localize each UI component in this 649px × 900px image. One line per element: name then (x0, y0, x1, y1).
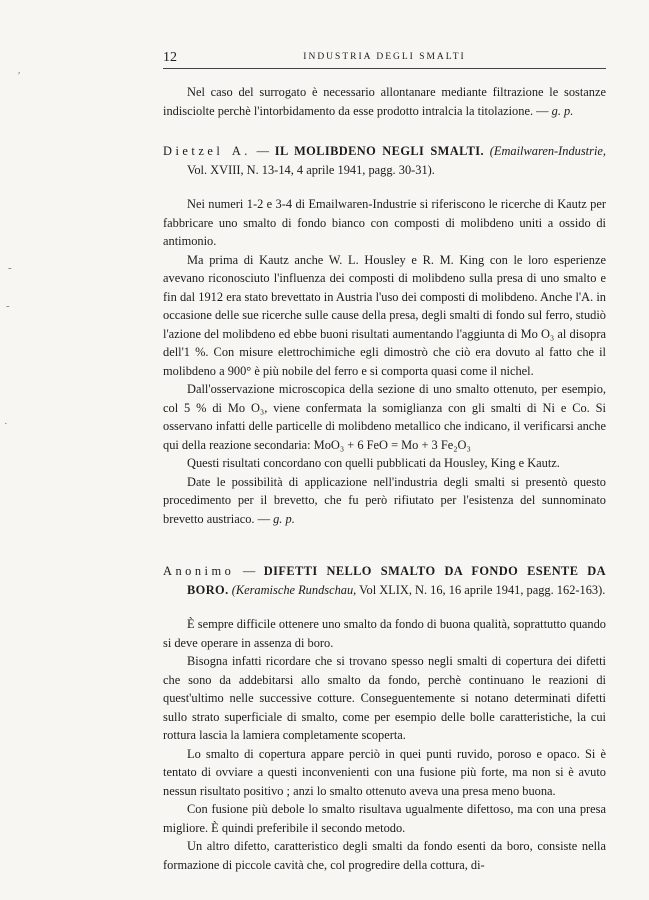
margin-mark: ʹ (18, 70, 21, 82)
article2-paragraph: Un altro difetto, caratteristico degli smalti da fondo esenti da boro, consiste nella formazione di piccole cavità che, col progredire della cottura, di- (163, 839, 606, 872)
article1-paragraph: Questi risultati concordano con quelli pubblicati da Housley, King e Kautz. (187, 456, 560, 470)
article2-heading (163, 562, 606, 599)
article2-title: DIFETTI NELLO SMALTO DA FONDO ESENTE DA BORO. (187, 564, 606, 597)
article1-title: IL MOLIBDENO NEGLI SMALTI. (274, 144, 485, 158)
article1-journal: (Emailwaren-Industrie, (489, 144, 606, 158)
intro-text: Nel caso del surrogato è necessario allontanare mediante filtrazione le sostanze indisciolte perchè l'intorbidamento da esse prodotto intralcia la titolazione. — (163, 85, 606, 118)
article2-paragraph: È sempre difficile ottenere uno smalto da fondo di buona qualità, soprattutto quando si deve operare in assenza di boro. (163, 617, 606, 650)
article2-journal: (Keramische Rundschau, (231, 582, 357, 597)
intro-paragraph (163, 83, 606, 120)
article1-signature: g. p. (273, 511, 295, 526)
article1-author: Dietzel A. (163, 144, 251, 158)
page-header (163, 50, 606, 68)
article1-paragraph: Ma prima di Kautz anche W. L. Housley e R. M. King con le loro esperienze avevano riconosciuto l'influenza dei composti di molibdeno sulla presa di uno smalto e fin dal 1912 era stato brevettato in Austria l'uso dei composti di molibdeno. Anche l'A. in occasione delle sue ricerche sulle cause della presa, degli smalti di fondo sul ferro, studiò l'azione del molibdeno ed ebbe buoni risultati aumentando l'aggiunta di Mo O₃ al disopra dell'1 %. Con misure elettrochimiche egli dimostrò che ciò era dovuto al fatto che il molibdeno a 900° è più nobile del ferro e si comporta quasi come il nichel. (163, 252, 606, 378)
margin-mark: - (8, 262, 12, 274)
page-number: 12 (163, 50, 177, 65)
intro-signature: g. p. (551, 103, 574, 118)
article2-paragraph: Lo smalto di copertura appare perciò in quei punti ruvido, poroso e opaco. Si è tentato di ovviare a questi inconvenienti con una fusione più forte, ma non si è avuto nessun risultato positivo ; anzi lo smalto ottenuto aveva una presa meno buona. (163, 746, 606, 798)
article1-citation: Vol. XVIII, N. 13-14, 4 aprile 1941, pagg. 30-31). (187, 162, 435, 177)
article2-citation: Vol XLIX, N. 16, 16 aprile 1941, pagg. 162-163). (356, 582, 606, 597)
article1-paragraph: Dall'osservazione microscopica della sezione di uno smalto ottenuto, per esempio, col 5 % di Mo O₃, viene confermata la somiglianza con gli smalti di Ni e Co. Si osservano infatti delle particelle di molibdeno metallico che indicano, il verificarsi anche qui della reazione secondaria: MoO₃ + 6 FeO = Mo + 3 Fe₂O₃ (163, 382, 606, 452)
page-body (163, 83, 606, 874)
header-rule (163, 68, 606, 69)
article2-paragraph: Con fusione più debole lo smalto risultava ugualmente difettoso, ma con una presa migliore. È quindi preferibile il secondo metodo. (163, 802, 606, 835)
article2-dash: — (234, 564, 264, 578)
margin-mark: · (4, 418, 8, 430)
article1-heading (163, 142, 606, 179)
article1-paragraph (163, 473, 606, 529)
running-title: INDUSTRIA DEGLI SMALTI (303, 52, 466, 62)
margin-mark: - (6, 300, 10, 312)
article2-paragraph: Bisogna infatti ricordare che si trovano spesso negli smalti di copertura dei difetti che sono da addebitarsi allo smalto da fondo, perchè continuano le reazioni di quest'ultimo nelle successive cotture. Conseguentemente si notano determinati difetti sullo strato superficiale di smalto, come per esempio delle bolle caratteristiche, la cui rottura lascia la lamiera completamente scoperta. (163, 654, 606, 742)
article1-paragraph: Nei numeri 1-2 e 3-4 di Emailwaren-Industrie si riferiscono le ricerche di Kautz per fabbricare uno smalto di fondo bianco con composti di molibdeno uniti a ossido di antimonio. (163, 197, 606, 248)
article1-last-text: Date le possibilità di applicazione nell'industria degli smalti si presentò questo procedimento per il brevetto, che fu però rifiutato per l'esistenza del sunnominato brevetto austriaco. — (163, 474, 606, 526)
article1-dash: — (250, 144, 275, 158)
article2-author: Anonimo (163, 564, 235, 578)
